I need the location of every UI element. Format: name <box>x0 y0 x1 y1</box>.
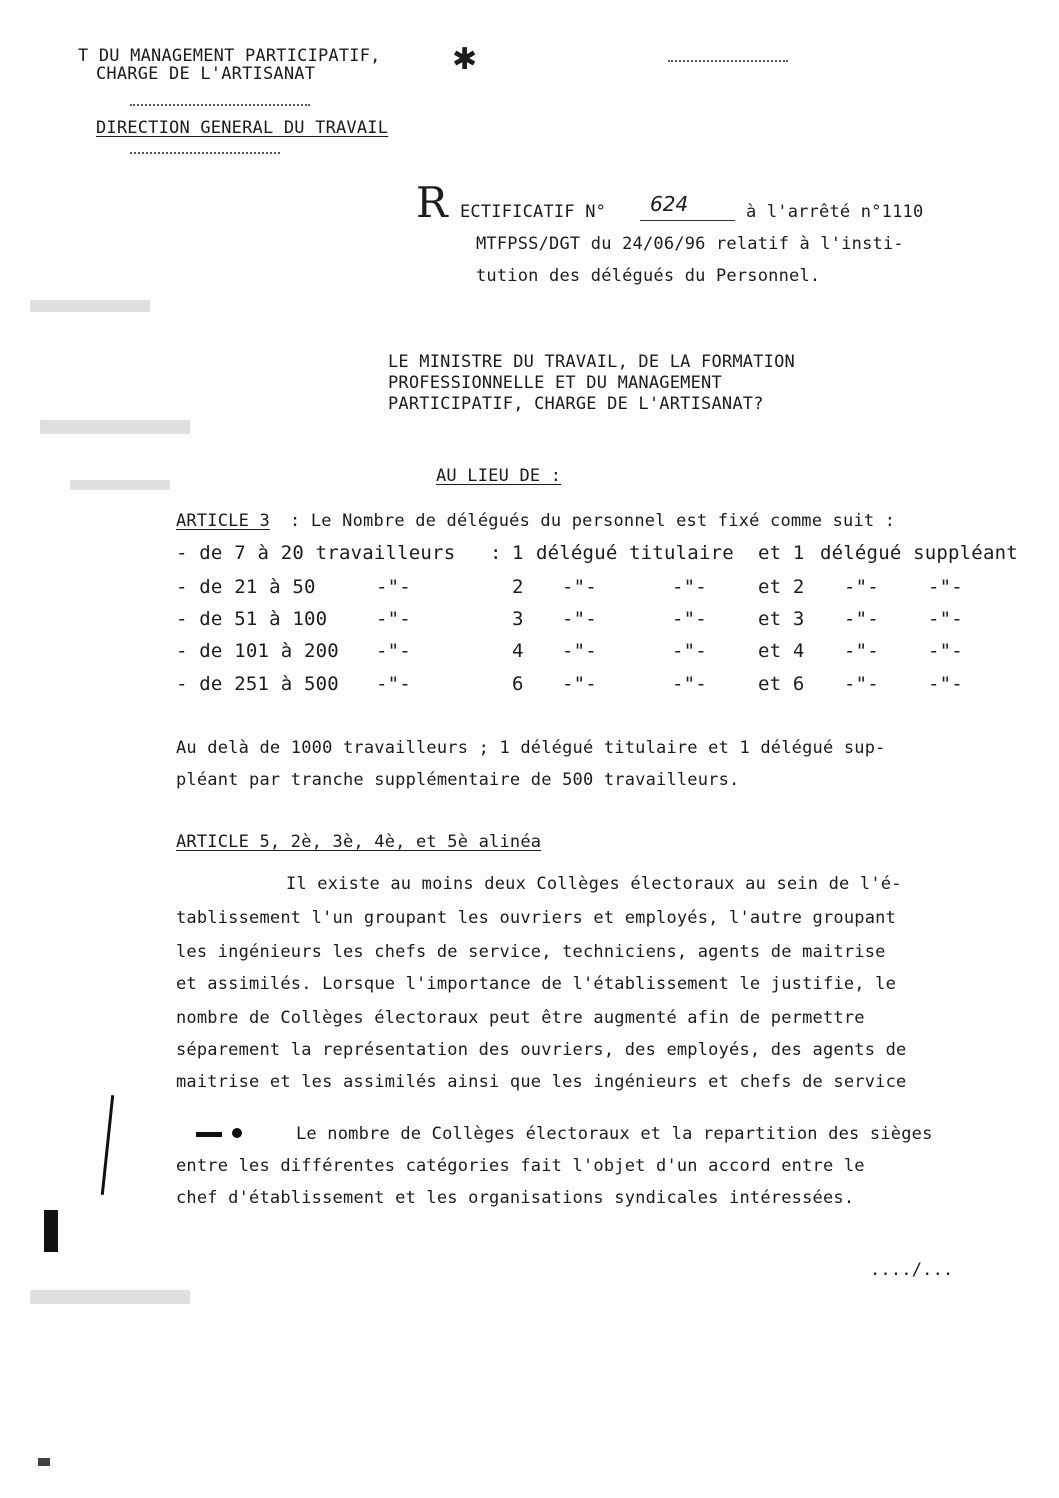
table-row-ditto: -"- <box>672 576 707 598</box>
dot-mark <box>232 1128 242 1138</box>
table-row-ditto: -"- <box>844 640 879 662</box>
table-row-count: 1 <box>512 542 524 564</box>
table-row-et: et 2 <box>758 576 805 598</box>
table-row-et: et 1 <box>758 542 805 564</box>
table-row-ditto: -"- <box>844 576 879 598</box>
table-row-et: et 6 <box>758 673 805 695</box>
rectificatif-line-3: tution des délégués du Personnel. <box>476 266 821 286</box>
article-3-beyond-line-1: Au delà de 1000 travailleurs ; 1 délégué titulaire et 1 délégué sup- <box>176 738 886 758</box>
table-row-count: 2 <box>512 576 524 598</box>
table-row-ditto: -"- <box>928 608 963 630</box>
header-line-1: T DU MANAGEMENT PARTICIPATIF, <box>78 46 381 66</box>
paragraph-line: Il existe au moins deux Collèges électoraux au sein de l'é- <box>286 874 902 894</box>
table-row-ditto: -"- <box>844 608 879 630</box>
table-row-ditto: -"- <box>928 576 963 598</box>
table-row-ditto: -"- <box>672 640 707 662</box>
table-row-ditto: -"- <box>562 673 597 695</box>
paragraph-line: les ingénieurs les chefs de service, techniciens, agents de maitrise <box>176 942 886 962</box>
table-row-titulaire: délégué titulaire <box>536 542 734 564</box>
margin-blot <box>44 1210 58 1252</box>
continuation-mark: ..../... <box>870 1260 954 1280</box>
scan-smudge <box>70 480 170 490</box>
table-row-ditto: -"- <box>376 640 411 662</box>
scan-smudge <box>30 1290 190 1304</box>
table-row-range: - de 251 à 500 <box>176 673 339 695</box>
table-row-ditto: -"- <box>928 640 963 662</box>
table-row-suppleant: délégué suppléant <box>820 542 1018 564</box>
article-3-beyond-line-2: pléant par tranche supplémentaire de 500 travailleurs. <box>176 770 740 790</box>
paragraph-line: Le nombre de Collèges électoraux et la repartition des sièges <box>296 1124 933 1144</box>
handwritten-stroke <box>101 1095 114 1195</box>
paragraph-line: tablissement l'un groupant les ouvriers et employés, l'autre groupant <box>176 908 897 928</box>
table-row-ditto: -"- <box>562 576 597 598</box>
scan-smudge <box>40 420 190 434</box>
article-5-heading: ARTICLE 5, 2è, 3è, 4è, et 5è alinéa <box>176 832 542 852</box>
table-row-et: et 3 <box>758 608 805 630</box>
table-row-ditto: -"- <box>376 608 411 630</box>
table-row-range: - de 101 à 200 <box>176 640 339 662</box>
rectificatif-line-2: MTFPSS/DGT du 24/06/96 relatif à l'insti- <box>476 234 904 254</box>
separator-line-2 <box>130 152 280 154</box>
table-row-ditto: -"- <box>376 673 411 695</box>
minister-line-1: LE MINISTRE DU TRAVAIL, DE LA FORMATION <box>388 352 795 372</box>
star-mark-icon: ✱ <box>452 42 478 77</box>
table-row-ditto: -"- <box>672 673 707 695</box>
table-row-et: et 4 <box>758 640 805 662</box>
table-row-ditto: -"- <box>928 673 963 695</box>
paragraph-line: entre les différentes catégories fait l'objet d'un accord entre le <box>176 1156 865 1176</box>
table-row-count: 4 <box>512 640 524 662</box>
paragraph-line: chef d'établissement et les organisations syndicales intéressées. <box>176 1188 855 1208</box>
table-row-ditto: -"- <box>844 673 879 695</box>
dash-mark <box>196 1132 222 1137</box>
handwritten-r-mark: R <box>416 178 448 227</box>
article-3-text: : Le Nombre de délégués du personnel est fixé comme suit : <box>290 511 896 531</box>
separator-line <box>130 104 310 106</box>
table-row-ditto: -"- <box>672 608 707 630</box>
corner-blot <box>38 1458 50 1466</box>
scribble-line <box>668 60 788 62</box>
rectificatif-number: 624 <box>650 192 689 216</box>
paragraph-line: séparement la représentation des ouvriers, des employés, des agents de <box>176 1040 907 1060</box>
article-3-heading: ARTICLE 3 <box>176 511 270 531</box>
rectificatif-suffix: à l'arrêté n°1110 <box>746 202 924 222</box>
paragraph-line: maitrise et les assimilés ainsi que les ingénieurs et chefs de service <box>176 1072 907 1092</box>
table-row-count: 6 <box>512 673 524 695</box>
table-row-ditto: -"- <box>562 608 597 630</box>
minister-line-2: PROFESSIONNELLE ET DU MANAGEMENT <box>388 373 722 393</box>
table-row-sep: : <box>490 542 502 564</box>
table-row-range: - de 21 à 50 <box>176 576 316 598</box>
table-row-ditto: -"- <box>562 640 597 662</box>
number-underline <box>640 220 735 221</box>
table-row-range: - de 7 à 20 travailleurs <box>176 542 456 564</box>
paragraph-line: et assimilés. Lorsque l'importance de l'établissement le justifie, le <box>176 974 897 994</box>
table-row-count: 3 <box>512 608 524 630</box>
minister-line-3: PARTICIPATIF, CHARGE DE L'ARTISANAT? <box>388 394 764 414</box>
table-row-ditto: -"- <box>376 576 411 598</box>
rectificatif-prefix: ECTIFICATIF N° <box>460 202 607 222</box>
scan-smudge <box>30 300 150 312</box>
direction-title: DIRECTION GENERAL DU TRAVAIL <box>96 118 389 138</box>
paragraph-line: nombre de Collèges électoraux peut être augmenté afin de permettre <box>176 1008 865 1028</box>
header-line-2: CHARGE DE L'ARTISANAT <box>96 64 316 84</box>
table-row-range: - de 51 à 100 <box>176 608 328 630</box>
au-lieu-de-heading: AU LIEU DE : <box>436 466 562 486</box>
